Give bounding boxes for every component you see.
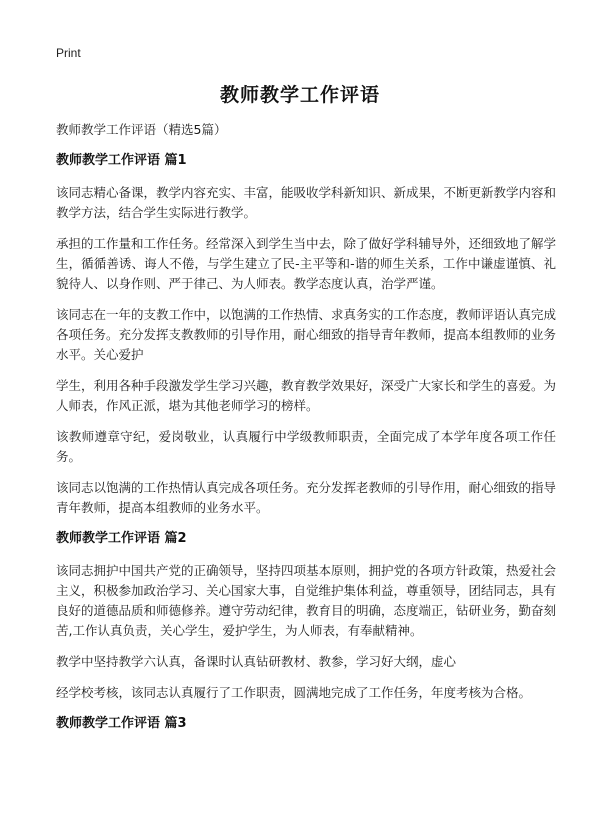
paragraph: 该同志以饱满的工作热情认真完成各项任务。充分发挥老教师的引导作用，耐心细致的指导青年教师，提高本组教师的业务水平。 [56,480,557,515]
paragraph: 教学中坚持教学六认真，备课时认真钻研教材、教参，学习好大纲，虚心 [56,654,457,669]
paragraph: 承担的工作量和工作任务。经常深入到学生当中去，除了做好学科辅导外，还细致地了解学生，循循善诱、诲人不倦，与学生建立了民-主平等和-谐的师生关系，工作中谦虚谨慎、礼貌待人、以身作则、严于律己、为人师表。教学态度认真，治学严谨。 [56,236,557,291]
paragraph: 该同志精心备课，教学内容充实、丰富，能吸收学科新知识、新成果，不断更新教学内容和教学方法，结合学生实际进行教学。 [56,185,557,220]
section-2 [56,529,556,703]
paragraph: 该同志拥护中国共产党的正确领导，坚持四项基本原则，拥护党的各项方针政策，热爱社会主义，积极参加政治学习、关心国家大事，自觉维护集体利益，尊重领导，团结同志，具有良好的道德品质和师德修养。遵守劳动纪律，教育目的明确，态度端正，钻研业务，勤奋刻苦,工作认真负责，关心学生，爱护学生，为人师表，有奉献精神。 [56,563,557,638]
page-title: 教师教学工作评语 [219,84,380,106]
print-label[interactable]: Print [56,46,81,60]
section-3 [56,714,556,734]
section-heading: 教师教学工作评语 篇2 [56,531,187,546]
section-heading: 教师教学工作评语 篇3 [56,716,187,731]
paragraph: 学生，利用各种手段激发学生学习兴趣，教育教学效果好，深受广大家长和学生的喜爱。为人师表，作风正派，堪为其他老师学习的榜样。 [56,378,557,413]
paragraph: 经学校考核，该同志认真履行了工作职责，圆满地完成了工作任务，年度考核为合格。 [56,685,532,700]
document-subtitle: 教师教学工作评语（精选5篇） [56,122,227,137]
document-body [56,120,556,746]
section-1 [56,151,556,518]
paragraph: 该教师遵章守纪，爱岗敬业，认真履行中学级教师职责，全面完成了本学年度各项工作任务。 [56,429,556,464]
paragraph: 该同志在一年的支教工作中，以饱满的工作热情、求真务实的工作态度，教师评语认真完成各项任务。充分发挥支教教师的引导作用，耐心细致的指导青年教师，提高本组教师的业务水平。关心爱护 [56,307,557,362]
section-heading: 教师教学工作评语 篇1 [56,153,187,168]
